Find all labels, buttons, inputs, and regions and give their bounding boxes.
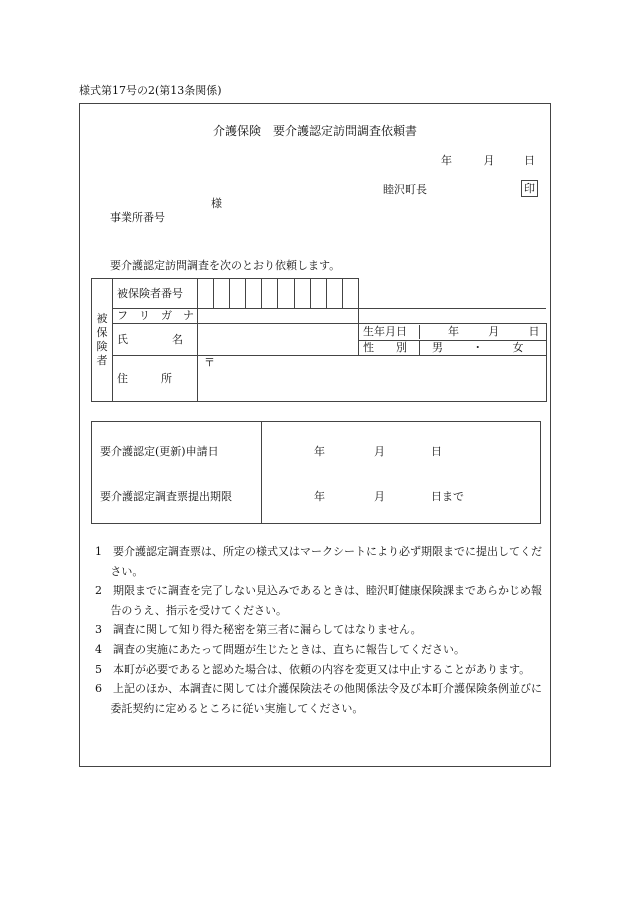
insured-number-digit[interactable] (198, 279, 214, 309)
form-label: 様式第17号の2(第13条関係) (79, 84, 222, 97)
issuer-name: 睦沢町長 (383, 183, 427, 196)
note-item: 1 要介護認定調査票は、所定の様式又はマークシートにより必ず期限までに提出してください。 (95, 545, 542, 578)
date-line (441, 152, 535, 168)
gender-row (359, 341, 547, 356)
insured-number-spacer (359, 279, 547, 309)
insured-number-digit[interactable] (214, 279, 230, 309)
address-label: 住 所 (113, 356, 198, 402)
insured-number-digit[interactable] (246, 279, 262, 309)
insured-number-digit[interactable] (342, 279, 358, 309)
note-item: 4 調査の実施にあたって問題が生じたときは、直ちに報告してください。 (95, 642, 465, 656)
insured-number-digit[interactable] (310, 279, 326, 309)
intro-text: 要介護認定訪問調査を次のとおり依頼します。 (110, 259, 341, 272)
deadline-field[interactable]: 年 月 日まで (314, 490, 464, 503)
office-number-label: 事業所番号 (110, 211, 165, 224)
date-day: 日 (524, 154, 535, 167)
note-item: 5 本町が必要であると認めた場合は、依頼の内容を変更又は中止することがあります。 (95, 662, 531, 676)
furigana-field[interactable] (198, 309, 359, 324)
address-field[interactable] (198, 356, 547, 402)
name-label: 氏 名 (113, 324, 198, 356)
birth-field[interactable]: 年 月 日 (448, 325, 540, 338)
insured-number-digit[interactable] (278, 279, 294, 309)
name-field[interactable] (198, 324, 359, 356)
notes-list (95, 542, 545, 718)
furigana-spacer (359, 309, 547, 324)
insured-number-digit[interactable] (294, 279, 310, 309)
note-item: 3 調査に関して知り得た秘密を第三者に漏らしてはなりません。 (95, 623, 422, 637)
gender-field[interactable]: 男 ・ 女 (432, 341, 524, 354)
date-month: 月 (483, 154, 495, 167)
seal-icon: 印 (521, 180, 538, 197)
insured-number-digit[interactable] (230, 279, 246, 309)
addressee-honorific: 様 (211, 197, 222, 210)
insured-number-digit[interactable] (326, 279, 342, 309)
seal-mark (521, 180, 538, 197)
insured-number-digit[interactable] (262, 279, 278, 309)
insured-number-label: 被保険者番号 (113, 279, 198, 309)
dates-divider (261, 422, 262, 523)
note-item: 2 期限までに調査を完了しない見込みであるときは、睦沢町健康保険課まであらかじめ報告のうえ、指示を受けてください。 (95, 584, 542, 617)
birth-label: 生年月日 (359, 325, 420, 339)
insured-vertical-label: 被 保 険 者 (92, 279, 113, 402)
insured-table (91, 278, 547, 402)
postal-mark: 〒 (204, 356, 215, 369)
dates-box (91, 421, 541, 524)
application-date-label: 要介護認定(更新)申請日 (100, 445, 219, 458)
deadline-label: 要介護認定調査票提出期限 (100, 490, 232, 503)
note-item: 6 上記のほか、本調査に関しては介護保険法その他関係法令及び本町介護保険条例並びに委託契約に定めるところに従い実施してください。 (95, 682, 542, 715)
gender-label: 性 別 (359, 341, 420, 355)
birth-row (359, 324, 547, 341)
application-date-field[interactable]: 年 月 日 (314, 445, 442, 458)
date-year: 年 (441, 154, 452, 167)
page-title: 介護保険 要介護認定訪問調査依頼書 (212, 124, 417, 138)
furigana-label: フ リ ガ ナ (113, 309, 198, 324)
